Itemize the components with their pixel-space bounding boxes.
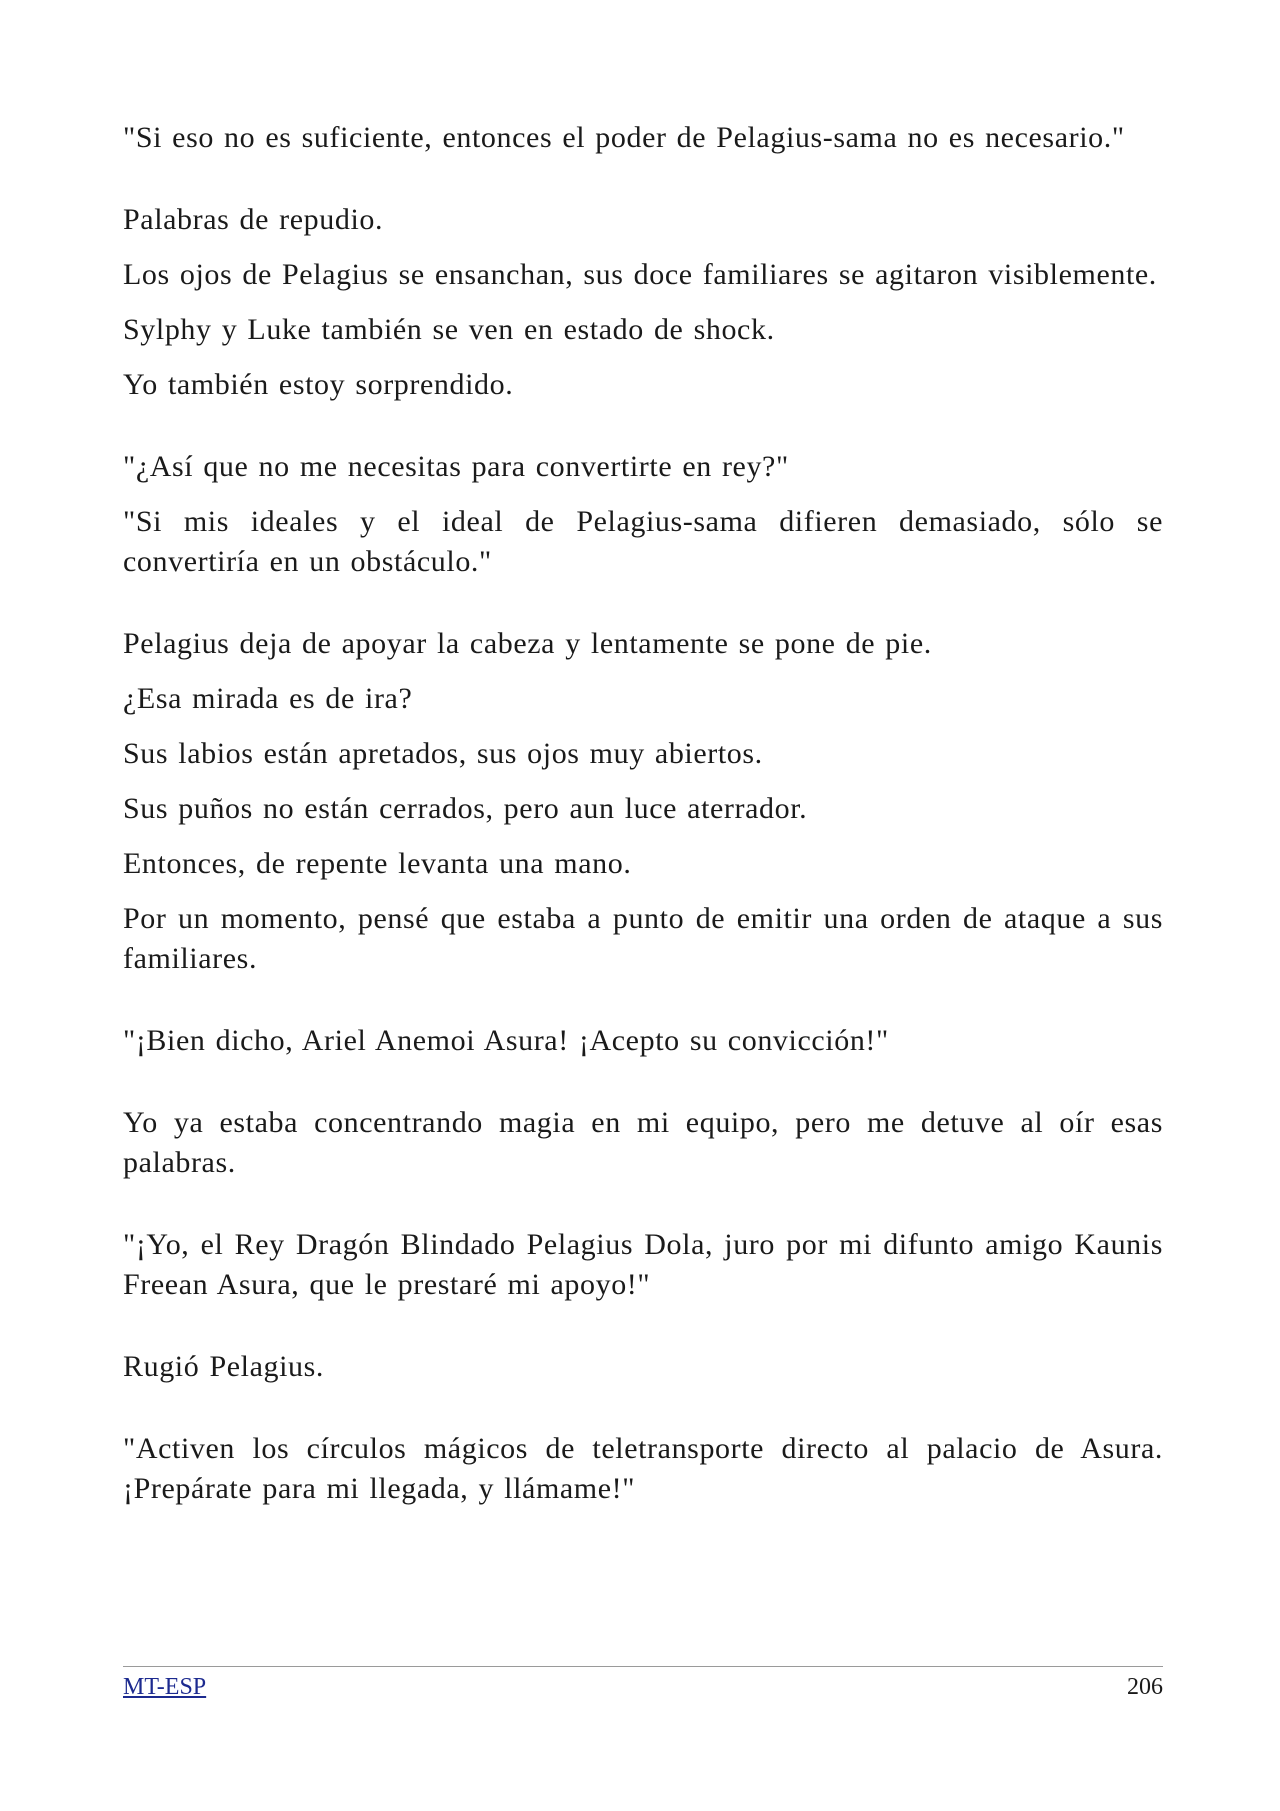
paragraph-12: Entonces, de repente levanta una mano. bbox=[123, 847, 632, 880]
paragraph-11: Sus puños no están cerrados, pero aun luce aterrador. bbox=[123, 792, 808, 825]
paragraph-16: "¡Yo, el Rey Dragón Blindado Pelagius Dola, juro por mi difunto amigo Kaunis Freean Asura, que le prestaré mi apoyo!" bbox=[123, 1228, 1163, 1301]
paragraph-2: Palabras de repudio. bbox=[123, 203, 384, 236]
paragraph-13: Por un momento, pensé que estaba a punto de emitir una orden de ataque a sus familiares. bbox=[123, 902, 1163, 975]
page-body bbox=[123, 118, 1163, 1509]
page-number: 206 bbox=[1127, 1674, 1163, 1700]
paragraph-15: Yo ya estaba concentrando magia en mi equipo, pero me detuve al oír esas palabras. bbox=[123, 1106, 1163, 1179]
paragraph-3: Los ojos de Pelagius se ensanchan, sus doce familiares se agitaron visiblemente. bbox=[123, 258, 1157, 291]
paragraph-7: "Si mis ideales y el ideal de Pelagius-sama difieren demasiado, sólo se convertiría en un obstáculo." bbox=[123, 505, 1163, 578]
paragraph-6: "¿Así que no me necesitas para convertirte en rey?" bbox=[123, 450, 789, 483]
paragraph-1: "Si eso no es suficiente, entonces el poder de Pelagius-sama no es necesario." bbox=[123, 121, 1125, 154]
page-footer bbox=[123, 1666, 1163, 1701]
paragraph-14: "¡Bien dicho, Ariel Anemoi Asura! ¡Acepto su convicción!" bbox=[123, 1024, 889, 1057]
footer-link[interactable]: MT-ESP bbox=[123, 1674, 207, 1700]
paragraph-8: Pelagius deja de apoyar la cabeza y lentamente se pone de pie. bbox=[123, 627, 932, 660]
paragraph-17: Rugió Pelagius. bbox=[123, 1350, 325, 1383]
paragraph-10: Sus labios están apretados, sus ojos muy abiertos. bbox=[123, 737, 763, 770]
paragraph-4: Sylphy y Luke también se ven en estado de shock. bbox=[123, 313, 775, 346]
paragraph-5: Yo también estoy sorprendido. bbox=[123, 368, 514, 401]
paragraph-18: "Activen los círculos mágicos de teletransporte directo al palacio de Asura. ¡Prepárate para mi llegada, y llámame!" bbox=[123, 1432, 1163, 1505]
paragraph-9: ¿Esa mirada es de ira? bbox=[123, 682, 413, 715]
